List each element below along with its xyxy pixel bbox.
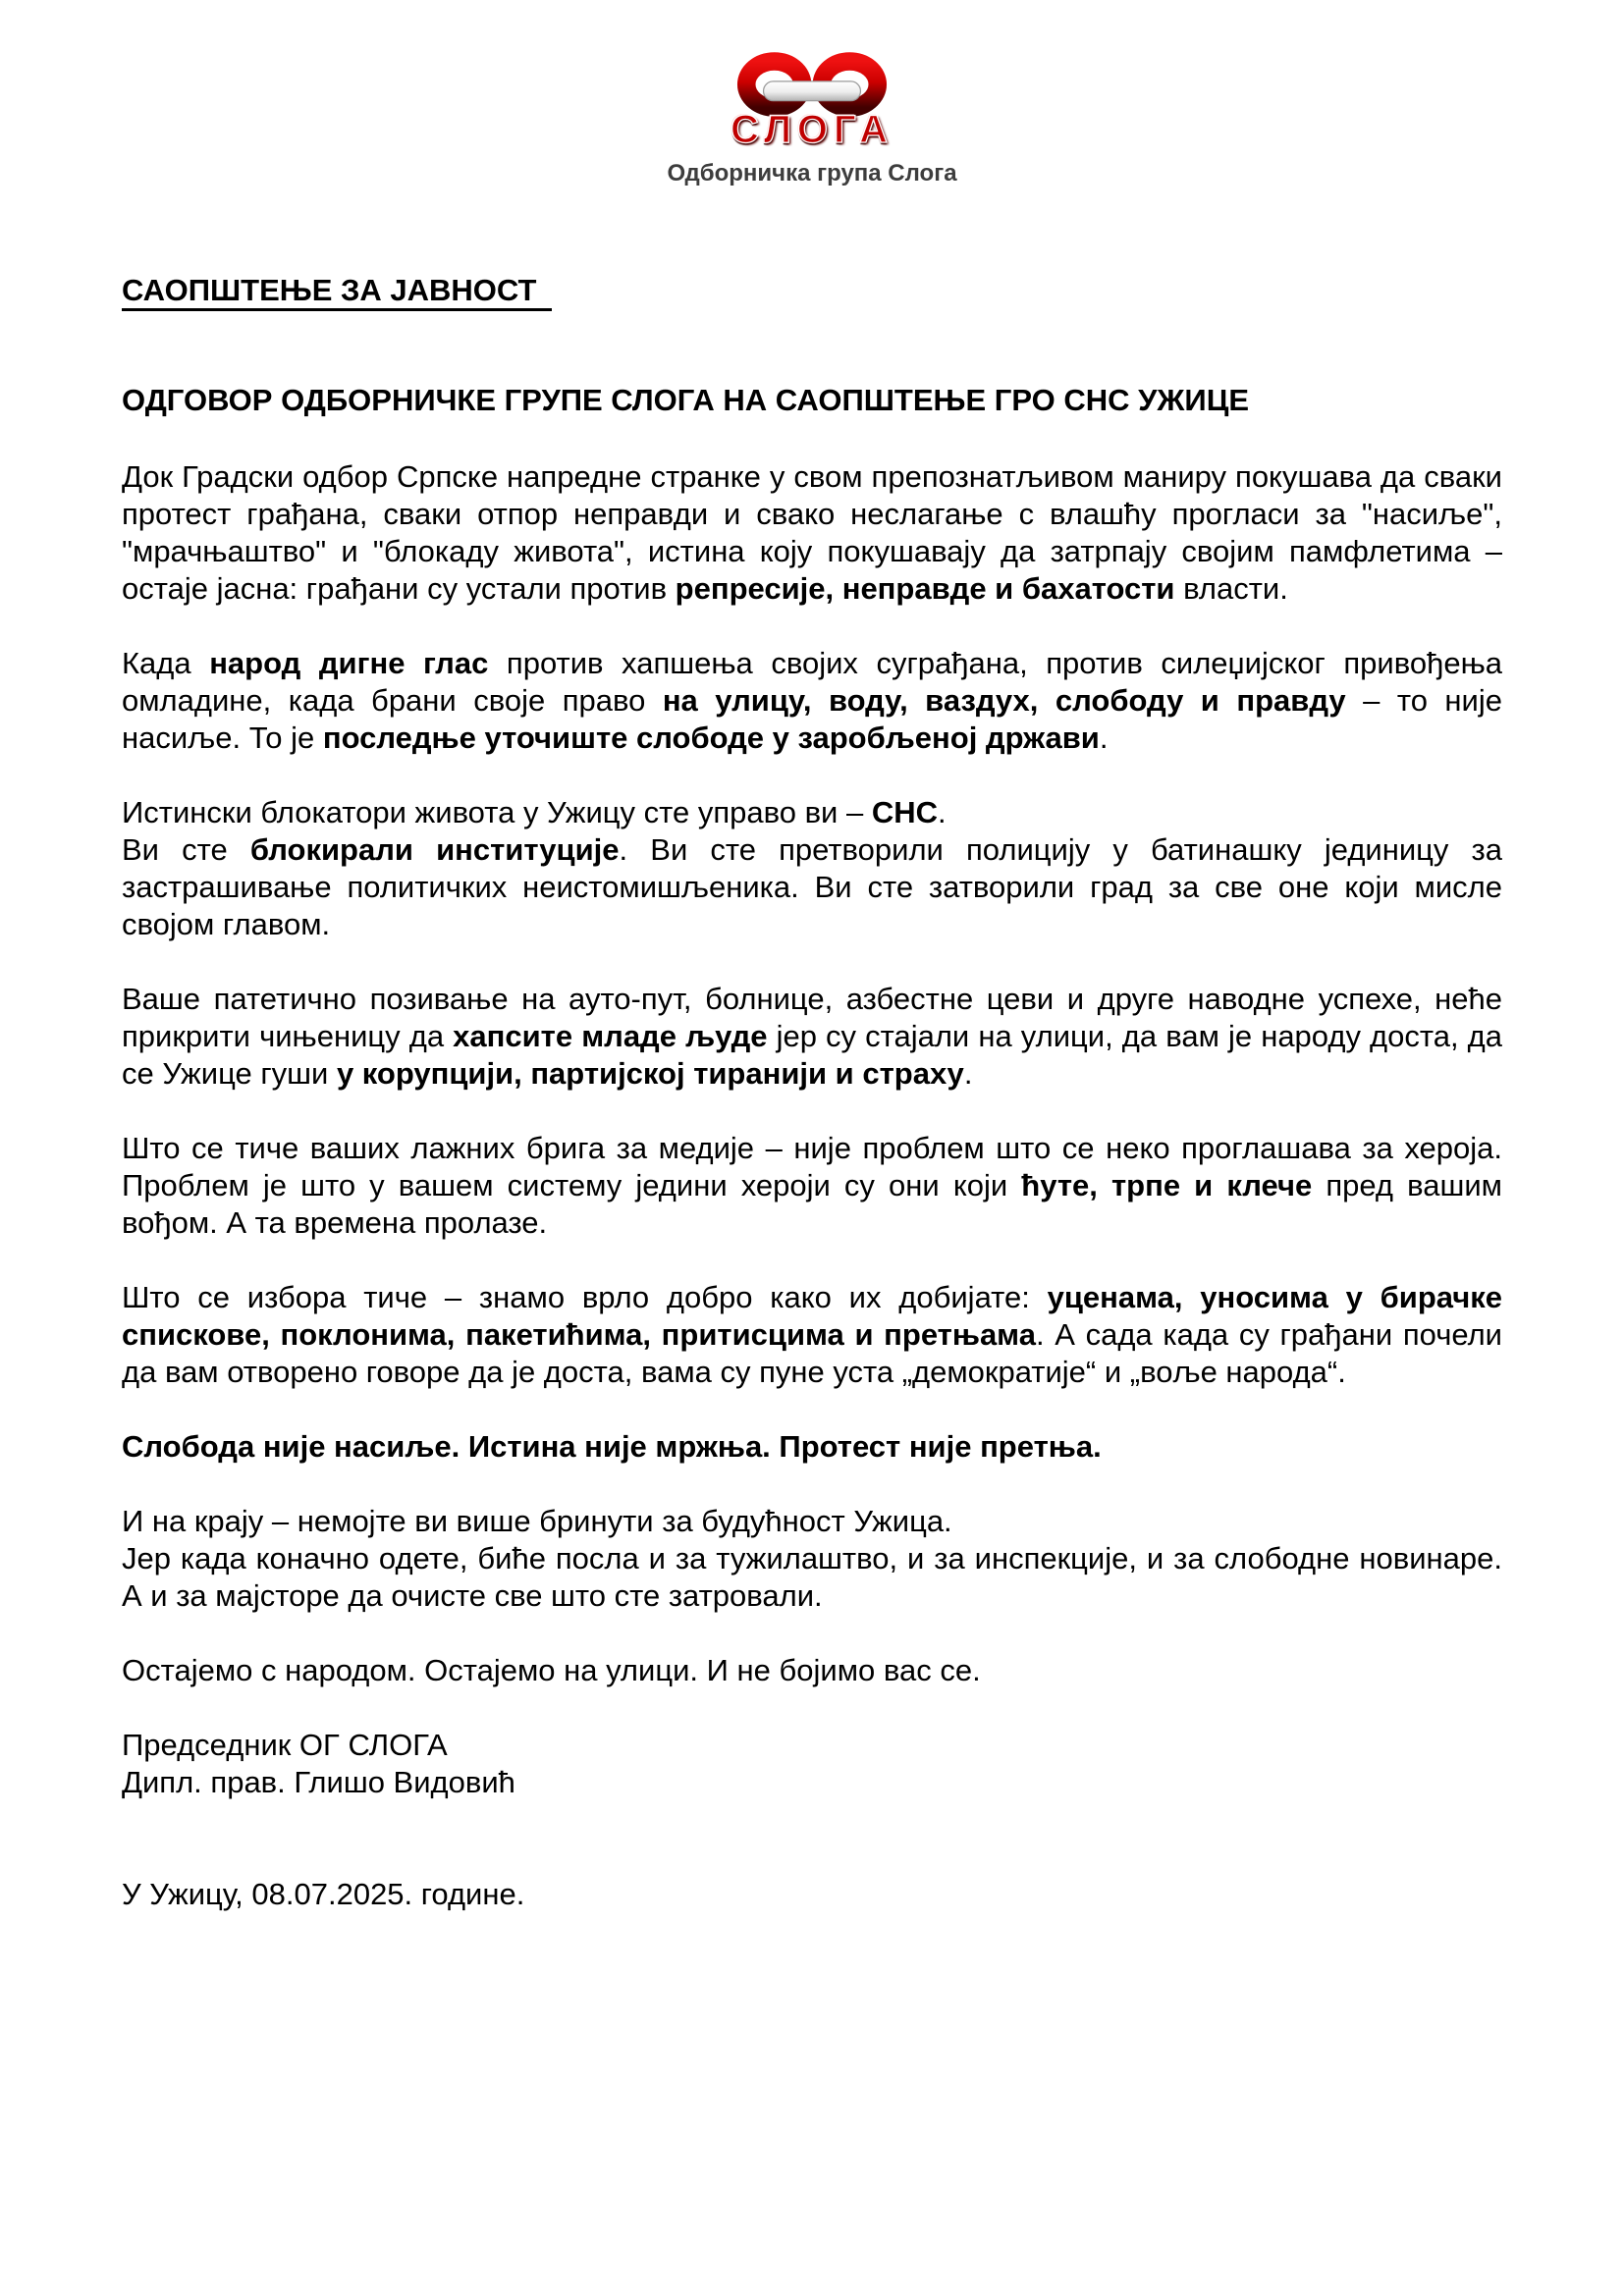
bold-text-run: ћуте, трпе и клече [1021, 1168, 1313, 1202]
bold-text-run: хапсите младе људе [453, 1019, 768, 1053]
paragraphs-container [122, 458, 1502, 1913]
text-run: Док Градски одбор Српске напредне странке у свом препознатљивом маниру покушава да сваки протест грађана, сваки отпор неправди и свако неслагање с влашћу прогласи за "насиље", "мрачњаштво" и "блокаду живота", истина коју покушавају да затрпају својим памфлетима – остаје јасна: грађани су устали против [122, 459, 1502, 606]
bold-text-run: народ дигне глас [209, 646, 489, 680]
text-run: Ви сте [122, 832, 250, 867]
bold-text-run: СНС [871, 795, 939, 829]
bold-text-run: уценама, уносима у бирачке спискове, поклонима, пакетићима, притисцима и претњама [122, 1280, 1502, 1352]
text-run: Остајемо с народом. Остајемо на улици. И не бојимо вас се. [122, 1653, 981, 1687]
text-run: Председник ОГ СЛОГА [122, 1728, 448, 1762]
text-run: – то није насиље. То је [122, 683, 1502, 755]
paragraph-blokatori-line1 [122, 794, 1502, 831]
press-release-body [122, 272, 1502, 1913]
text-run: пред вашим вођом. А та времена пролазе. [122, 1168, 1502, 1240]
text-run: Што се избора тиче – знамо врло добро како их добијате: [122, 1280, 1048, 1314]
paragraph-ostajemo [122, 1652, 1502, 1689]
logo-wordmark: СЛОГА [730, 108, 894, 151]
bold-text-run: Слобода није насиље. Истина није мржња. Протест није претња. [122, 1429, 1102, 1464]
paragraph-izbori [122, 1279, 1502, 1391]
text-run: Истински блокатори живота у Ужицу сте управо ви – [122, 795, 872, 829]
text-run: јер су стајали на улици, да вам је народу доста, да се Ужице гуши [122, 1019, 1502, 1091]
paragraph-kraj-line2 [122, 1540, 1502, 1615]
document-subtitle: ОДГОВОР ОДБОРНИЧКЕ ГРУПЕ СЛОГА НА САОПШТЕЊЕ ГРО СНС УЖИЦЕ [122, 383, 1250, 417]
bold-text-run: репресије, неправде и бахатости [675, 571, 1175, 606]
logo [122, 0, 1502, 187]
paragraph-slogan [122, 1428, 1502, 1466]
bold-text-run: у корупцији, партијској тиранији и страху [336, 1056, 964, 1091]
text-run: Јер када коначно одете, биће посла и за тужилаштво, и за инспекције, и за слободне новинаре. А и за мајсторе да очисте све што сте затровали. [122, 1541, 1502, 1613]
paragraph-narod [122, 645, 1502, 757]
paragraph-blokatori-line2 [122, 831, 1502, 943]
text-run: . А сада када су грађани почели да вам отворено говоре да је доста, вама су пуне уста „демократије“ и „воље народа“. [122, 1317, 1502, 1389]
text-run: У Ужицу, 08.07.2025. године. [122, 1877, 525, 1911]
signature-name-line [122, 1764, 1502, 1801]
text-run: И на крају – немојте ви више бринути за будућност Ужица. [122, 1504, 952, 1538]
document-title-text: САОПШТЕЊЕ ЗА ЈАВНОСТ [122, 273, 552, 311]
signature-title-line [122, 1727, 1502, 1764]
logo-caption: Одборничка група Слога [667, 160, 957, 187]
bold-text-run: блокирали институције [249, 832, 620, 867]
document-title [122, 272, 1502, 309]
bold-text-run: последње уточиште слободе у заробљеној држави [322, 721, 1100, 755]
text-run: Дипл. прав. Глишо Видовић [122, 1765, 515, 1799]
bold-text-run: на улицу, воду, ваздух, слободу и правду [662, 683, 1346, 718]
text-run: . [1099, 721, 1109, 755]
text-run: . Ви сте претворили полицију у батинашку јединицу за застрашивање политичких неистомишљеника. Ви сте затворили град за све оне који мисле својом главом. [122, 832, 1502, 941]
paragraph-mediji [122, 1130, 1502, 1242]
text-run: . [938, 795, 947, 829]
text-run: Што се тиче ваших лажних брига за медије – није проблем што се неко проглашава за хероја. Проблем је што у вашем систему једини хероји су они који [122, 1131, 1502, 1202]
text-run: власти. [1174, 571, 1288, 606]
paragraph-intro [122, 458, 1502, 608]
paragraph-kraj-line1 [122, 1503, 1502, 1540]
text-run: Ваше патетично позивање на ауто-пут, болнице, азбестне цеви и друге наводне успехе, неће прикрити чињеницу да [122, 982, 1502, 1053]
text-run: Када [122, 646, 210, 680]
date-line [122, 1876, 1502, 1913]
text-run: против хапшења својих суграђана, против силеџијског привођења омладине, када брани своје право [122, 646, 1502, 718]
paragraph-autoput [122, 981, 1502, 1093]
text-run: . [963, 1056, 973, 1091]
